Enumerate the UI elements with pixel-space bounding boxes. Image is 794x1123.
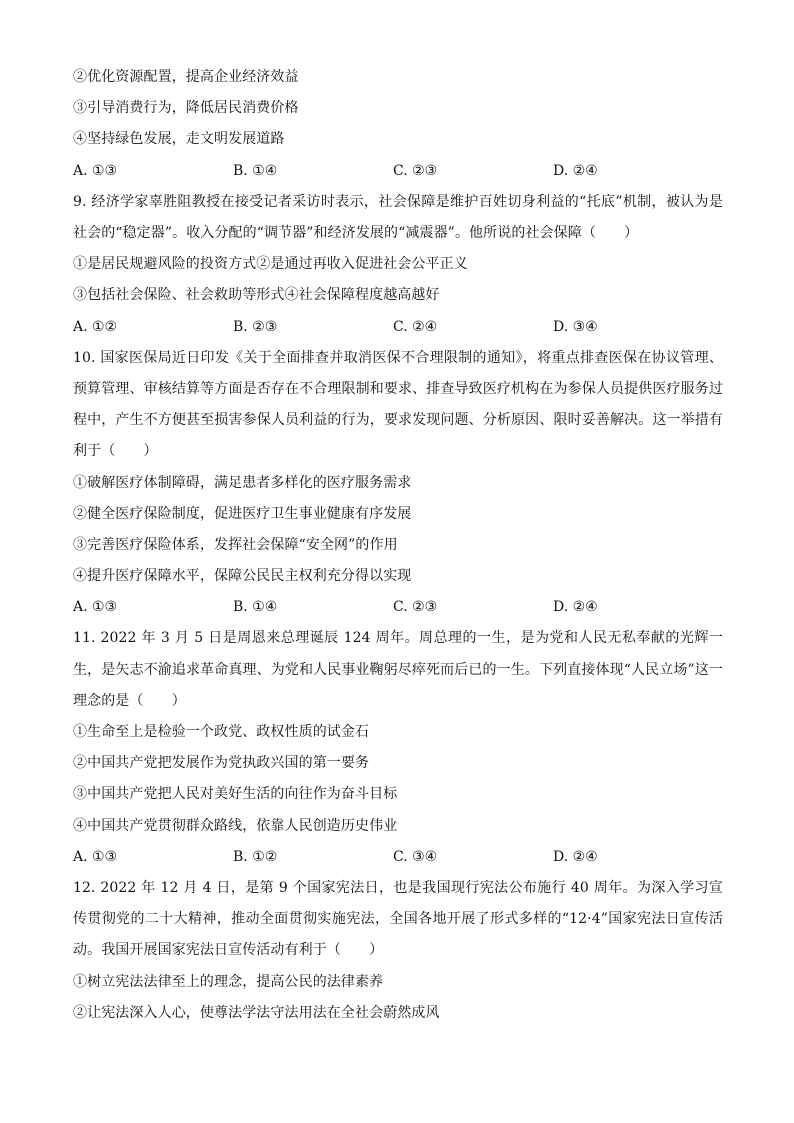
q12-item-1: ①树立宪法法律至上的理念，提高公民的法律素养 [73, 973, 384, 990]
q10-item-2: ②健全医疗保险制度，促进医疗卫生事业健康有序发展 [73, 505, 412, 522]
q8-option-a: A. ①③ [73, 162, 118, 179]
q11-option-d: D. ②④ [553, 848, 598, 865]
q9-item-1: ①是居民规避风险的投资方式②是通过再收入促进社会公平正义 [73, 256, 468, 273]
question-10 [73, 343, 723, 624]
q10-option-c: C. ②③ [393, 599, 438, 616]
q9-option-b: B. ②③ [233, 318, 278, 335]
q10-option-a: A. ①③ [73, 599, 118, 616]
q10-stem: 10. 国家医保局近日印发《关于全面排查并取消医保不合理限制的通知》，将重点排查医保在协议管理、预算管理、审核结算等方面是否存在不合理限制和要求、排查导致医疗机构在为参保人员提供医疗服务过程中，产生不方便甚至损害参保人员利益的行为，要求发现问题、分析原因、限时妥善解决。这一举措有利于（ ） [73, 349, 723, 460]
q9-item-2: ③包括社会保险、社会救助等形式④社会保障程度越高越好 [73, 287, 440, 304]
q12-stem: 12. 2022 年 12 月 4 日，是第 9 个国家宪法日，也是我国现行宪法公布施行 40 周年。为深入学习宣传贯彻党的二十大精神，推动全面贯彻实施宪法，全国各地开展了形式多样的“12·4”国家宪法日宣传活动。我国开展国家宪法日宣传活动有利于（ ） [73, 880, 723, 959]
question-9 [73, 187, 723, 343]
q8-option-c: C. ②③ [393, 162, 438, 179]
q9-stem: 9. 经济学家辜胜阻教授在接受记者采访时表示，社会保障是维护百姓切身利益的“托底”机制，被认为是社会的“稳定器”。收入分配的“调节器”和经济发展的“减震器”。他所说的社会保障（ ） [73, 193, 723, 241]
q9-option-c: C. ②④ [393, 318, 438, 335]
exam-page [73, 62, 723, 1029]
q8-item-2: ②优化资源配置，提高企业经济效益 [73, 69, 299, 85]
q9-option-a: A. ①② [73, 318, 118, 335]
q11-item-2: ②中国共产党把发展作为党执政兴国的第一要务 [73, 755, 370, 772]
q10-option-b: B. ①④ [233, 599, 278, 616]
q12-item-2: ②让宪法深入人心，使尊法学法守法用法在全社会蔚然成风 [73, 1004, 440, 1021]
q9-option-d: D. ③④ [553, 318, 598, 335]
question-11 [73, 623, 723, 873]
q11-stem: 11. 2022 年 3 月 5 日是周恩来总理诞辰 124 周年。周总理的一生，是为党和人民无私奉献的光辉一生，是矢志不渝追求革命真理、为党和人民事业鞠躬尽瘁死而后已的一生。下列直接体现“人民立场”这一理念的是（ ） [73, 630, 723, 709]
q10-item-3: ③完善医疗保险体系，发挥社会保障“安全网”的作用 [73, 536, 398, 553]
q9-options [73, 312, 723, 343]
q10-item-4: ④提升医疗保障水平，保障公民民主权利充分得以实现 [73, 568, 412, 585]
q11-item-4: ④中国共产党贯彻群众路线，依靠人民创造历史伟业 [73, 817, 398, 834]
q11-option-a: A. ①③ [73, 848, 118, 865]
question-12 [73, 873, 723, 1029]
q10-options [73, 592, 723, 623]
q8-item-3: ③引导消费行为，降低居民消费价格 [73, 100, 299, 117]
q8-options [73, 156, 723, 187]
question-8 [73, 62, 723, 187]
q11-options [73, 842, 723, 873]
q11-item-1: ①生命至上是检验一个政党、政权性质的试金石 [73, 724, 370, 741]
q8-option-d: D. ②④ [553, 162, 598, 179]
q10-option-d: D. ②④ [553, 599, 598, 616]
q11-option-b: B. ①② [233, 848, 278, 865]
q8-option-b: B. ①④ [233, 162, 278, 179]
q11-option-c: C. ③④ [393, 848, 438, 865]
q10-item-1: ①破解医疗体制障碍，满足患者多样化的医疗服务需求 [73, 474, 412, 491]
q11-item-3: ③中国共产党把人民对美好生活的向往作为奋斗目标 [73, 786, 398, 803]
q8-item-4: ④坚持绿色发展，走文明发展道路 [73, 131, 285, 148]
